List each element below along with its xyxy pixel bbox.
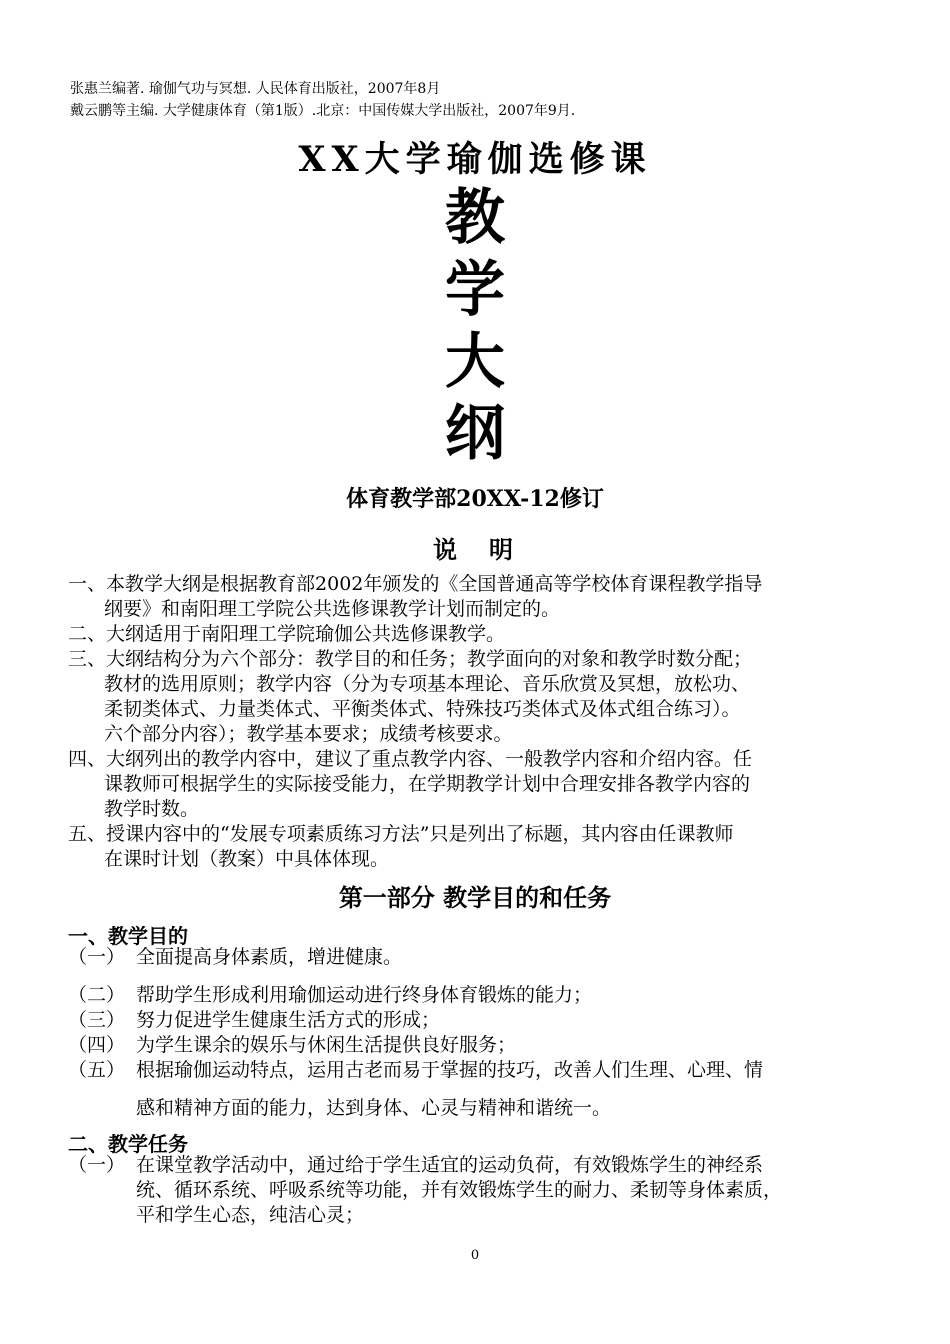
big-title-char: 纲 (445, 399, 505, 469)
explanation-item: 四、 大纲列出的教学内容中，建议了重点教学内容、一般教学内容和介绍内容。任 (68, 748, 753, 770)
big-title-char: 教 (445, 183, 505, 253)
goals-list (68, 945, 898, 1121)
references (70, 78, 575, 122)
explanation-continuation: 六个部分内容）；教学基本要求；成绩考核要求。 (104, 723, 513, 745)
explanation-continuation: 在课时计划（教案）中具体体现。 (104, 848, 390, 870)
page-number: 0 (470, 1248, 480, 1263)
explanation-item: 三、 大纲结构分为六个部分：教学目的和任务；教学面向的对象和教学时数分配； (68, 648, 753, 670)
explanation-heading: 说 明 (433, 535, 517, 564)
department-line: 体育教学部20XX-12修订 (346, 486, 604, 512)
list-item: （一） 全面提高身体素质，增进健康。 (68, 946, 403, 968)
list-item: （一） 在课堂教学活动中，通过给于学生适宜的运动负荷，有效锻炼学生的神经系 (68, 1154, 764, 1176)
explanation-continuation: 课教师可根据学生的实际接受能力，在学期教学计划中合理安排各教学内容的 (104, 773, 751, 795)
explanation-item: 一、 本教学大纲是根据教育部2002年颁发的《全国普通高等学校体育课程教学指导 (68, 573, 763, 595)
tasks-list (68, 1153, 898, 1228)
big-title-char: 学 (445, 255, 505, 325)
course-title: XX大学瑜伽选修课 (298, 139, 652, 180)
explanation-continuation: 教材的选用原则；教学内容（分为专项基本理论、音乐欣赏及冥想，放松功、 (104, 673, 751, 695)
explanation-continuation: 柔韧类体式、力量类体式、平衡类体式、特殊技巧类体式及体式组合练习）。 (104, 698, 741, 720)
explanation-continuation: 纲要》和南阳理工学院公共选修课教学计划而制定的。 (104, 598, 561, 620)
section-heading: 一、教学目的 (68, 924, 188, 948)
reference-line: 张惠兰编著. 瑜伽气功与冥想. 人民体育出版社，2007年8月 (70, 81, 441, 97)
reference-line: 戴云鹏等主编. 大学健康体育（第1版）.北京：中国传媒大学出版社，2007年9月. (70, 103, 576, 119)
list-item: （五） 根据瑜伽运动特点，运用古老而易于掌握的技巧，改善人们生理、心理、情 (68, 1059, 764, 1081)
explanation-list (68, 572, 898, 872)
explanation-item: 五、 授课内容中的“发展专项素质练习方法”只是列出了标题，其内容由任课教师 (68, 823, 734, 845)
list-item: （二） 帮助学生形成利用瑜伽运动进行终身体育锻炼的能力； (68, 984, 593, 1006)
big-title-char: 大 (445, 327, 505, 397)
list-item-continuation: 感和精神方面的能力，达到身体、心灵与精神和谐统一。 (136, 1097, 612, 1119)
list-item: （三） 努力促进学生健康生活方式的形成； (68, 1009, 441, 1031)
section-heading: 二、教学任务 (68, 1132, 188, 1156)
list-item-continuation: 平和学生心态，纯洁心灵； (136, 1204, 365, 1226)
part1-title: 第一部分 教学目的和任务 (338, 884, 612, 912)
list-item-continuation: 统、循环系统、呼吸系统等功能，并有效锻炼学生的耐力、柔韧等身体素质， (136, 1179, 783, 1201)
list-item: （四） 为学生课余的娱乐与休闲生活提供良好服务； (68, 1034, 517, 1056)
explanation-continuation: 教学时数。 (104, 798, 200, 820)
explanation-item: 二、 大纲适用于南阳理工学院瑜伽公共选修课教学。 (68, 623, 506, 645)
